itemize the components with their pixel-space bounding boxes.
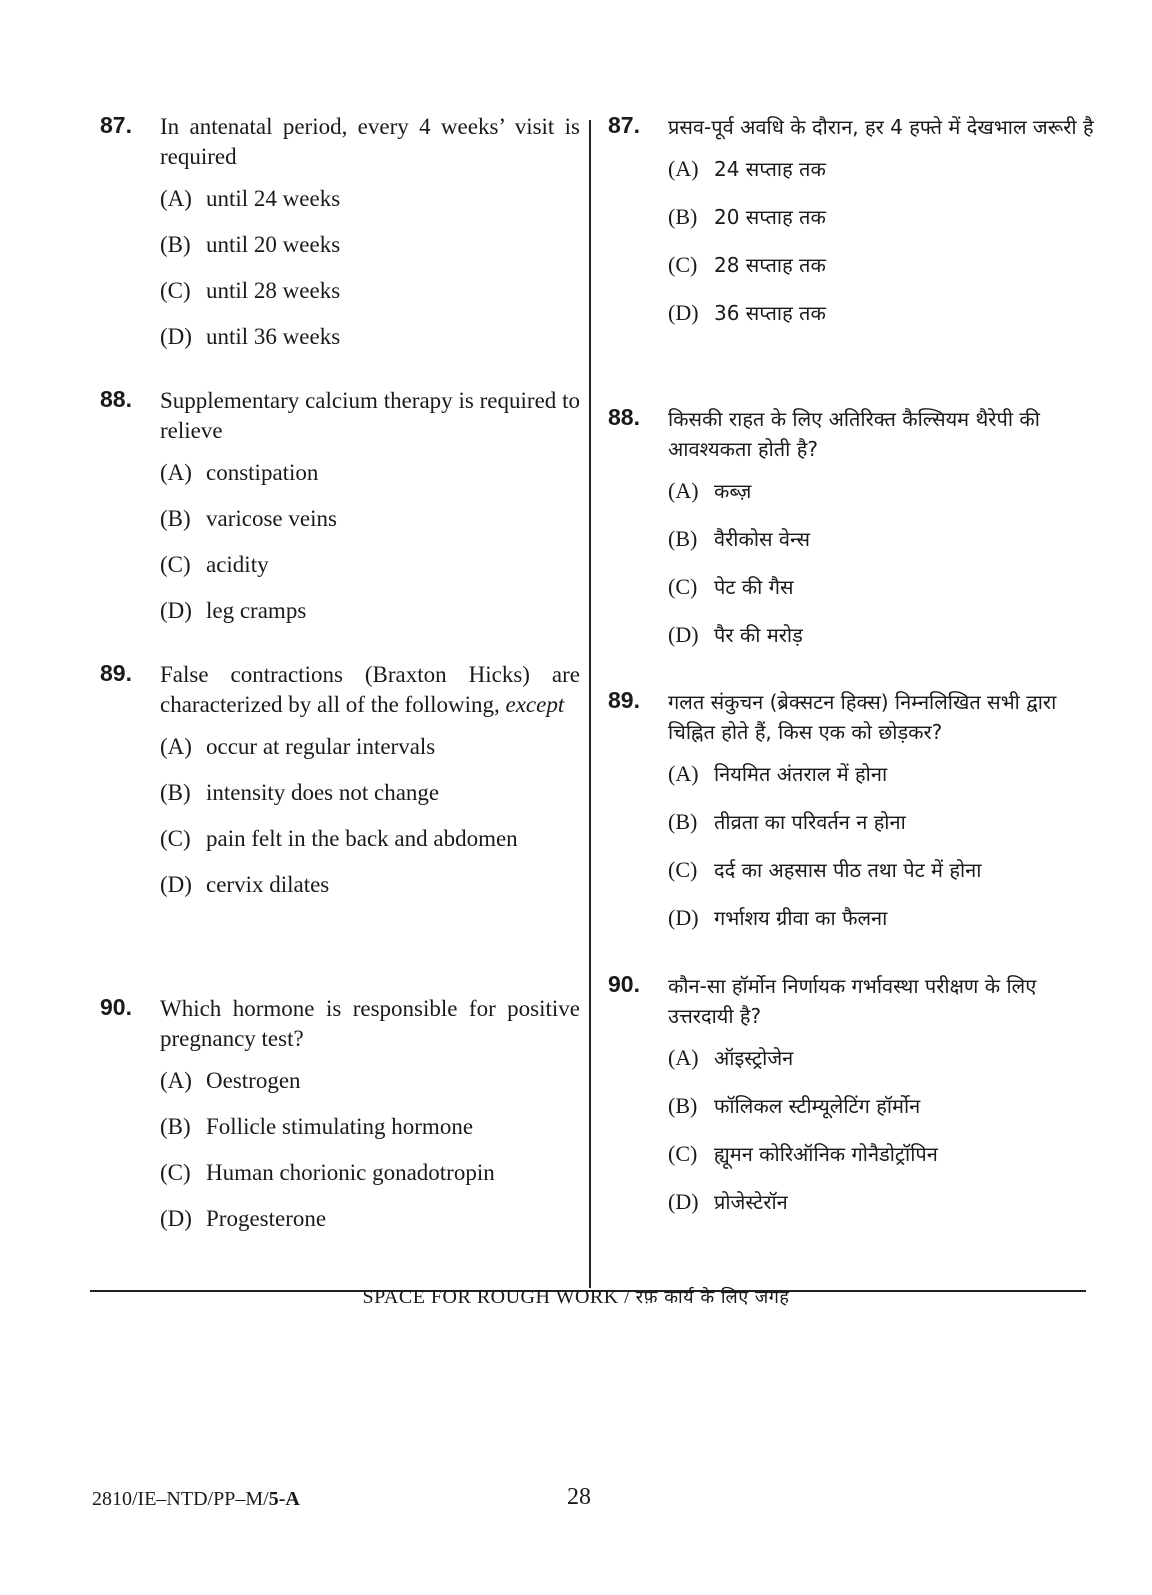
option-b: (B) Follicle stimulating hormone: [160, 1114, 474, 1139]
question-number: 89.: [608, 687, 640, 713]
question-number: 87.: [100, 112, 132, 138]
rough-work-label: SPACE FOR ROUGH WORK / रफ़ कार्य के लिए जगह: [362, 1286, 790, 1308]
option-c: (C) until 28 weeks: [160, 278, 341, 303]
question-text: गलत संकुचन (ब्रेक्सटन हिक्स) निम्नलिखित सभी द्वारा चिह्नित होते हैं, किस एक को छोड़कर?: [668, 690, 1057, 744]
option-a: (A) कब्ज़: [668, 478, 752, 503]
option-b: (B) varicose veins: [160, 506, 337, 531]
option-c: (C) pain felt in the back and abdomen: [160, 826, 518, 851]
option-a: (A) Oestrogen: [160, 1068, 301, 1093]
option-b: (B) फॉलिकल स्टीम्यूलेटिंग हॉर्मोन: [668, 1093, 921, 1118]
option-a: (A) until 24 weeks: [160, 186, 341, 211]
except-emphasis: except: [505, 692, 565, 717]
option-d: (D) until 36 weeks: [160, 324, 341, 349]
question-number: 88.: [100, 386, 132, 412]
question-number: 87.: [608, 112, 640, 138]
question-90-hi: [608, 971, 1094, 1263]
question-87-hi: [608, 112, 1094, 404]
option-a: (A) 24 सप्ताह तक: [668, 156, 826, 181]
question-number: 89.: [100, 660, 132, 686]
question-text: Supplementary calcium therapy is required to relieve: [160, 388, 580, 443]
option-b: (B) 20 सप्ताह तक: [668, 204, 826, 229]
booklet-code: 2810/IE–NTD/PP–M/5-A: [92, 1488, 300, 1510]
option-d: (D) Progesterone: [160, 1206, 327, 1231]
option-c: (C) पेट की गैस: [668, 574, 794, 599]
option-d: (D) पैर की मरोड़: [668, 622, 803, 647]
option-a: (A) ऑइस्ट्रोजेन: [668, 1045, 794, 1070]
question-88-hi: [608, 404, 1094, 687]
question-87-en: [100, 112, 580, 386]
question-number: 90.: [608, 971, 640, 997]
option-c: (C) दर्द का अहसास पीठ तथा पेट में होना: [668, 857, 982, 882]
option-c: (C) Human chorionic gonadotropin: [160, 1160, 495, 1185]
option-b: (B) तीव्रता का परिवर्तन न होना: [668, 809, 906, 834]
english-column: [100, 112, 580, 1268]
option-a: (A) occur at regular intervals: [160, 734, 436, 759]
option-d: (D) गर्भाशय ग्रीवा का फैलना: [668, 905, 888, 930]
question-88-en: [100, 386, 580, 660]
option-d: (D) प्रोजेस्टेरॉन: [668, 1189, 788, 1214]
column-divider: [589, 120, 591, 1288]
option-a: (A) नियमित अंतराल में होना: [668, 761, 888, 786]
option-d: (D) leg cramps: [160, 598, 307, 623]
option-c: (C) acidity: [160, 552, 269, 577]
option-b: (B) until 20 weeks: [160, 232, 341, 257]
question-90-en: [100, 994, 580, 1268]
question-number: 88.: [608, 404, 640, 430]
hindi-column: [608, 112, 1094, 1263]
option-c: (C) 28 सप्ताह तक: [668, 252, 826, 277]
option-a: (A) constipation: [160, 460, 319, 485]
question-text: In antenatal period, every 4 weeks’ visit is required: [160, 114, 580, 169]
option-c: (C) ह्यूमन कोरिऑनिक गोनैडोट्रॉपिन: [668, 1141, 938, 1166]
question-89-en: [100, 660, 580, 994]
question-text: किसकी राहत के लिए अतिरिक्त कैल्सियम थैरेपी की आवश्यकता होती है?: [668, 407, 1040, 461]
question-text: कौन-सा हॉर्मोन निर्णायक गर्भावस्था परीक्षण के लिए उत्तरदायी है?: [668, 974, 1037, 1028]
option-b: (B) intensity does not change: [160, 780, 440, 805]
question-89-hi: [608, 687, 1094, 971]
question-text: Which hormone is responsible for positive pregnancy test?: [160, 996, 580, 1051]
option-d: (D) cervix dilates: [160, 872, 330, 897]
option-b: (B) वैरीकोस वेन्स: [668, 526, 810, 551]
question-text: False contractions (Braxton Hicks) are characterized by all of the following, except: [160, 662, 580, 717]
question-text: प्रसव-पूर्व अवधि के दौरान, हर 4 हफ्ते में देखभाल जरूरी है: [668, 115, 1094, 139]
page-number: 28: [567, 1484, 591, 1510]
option-d: (D) 36 सप्ताह तक: [668, 300, 826, 325]
question-number: 90.: [100, 994, 132, 1020]
